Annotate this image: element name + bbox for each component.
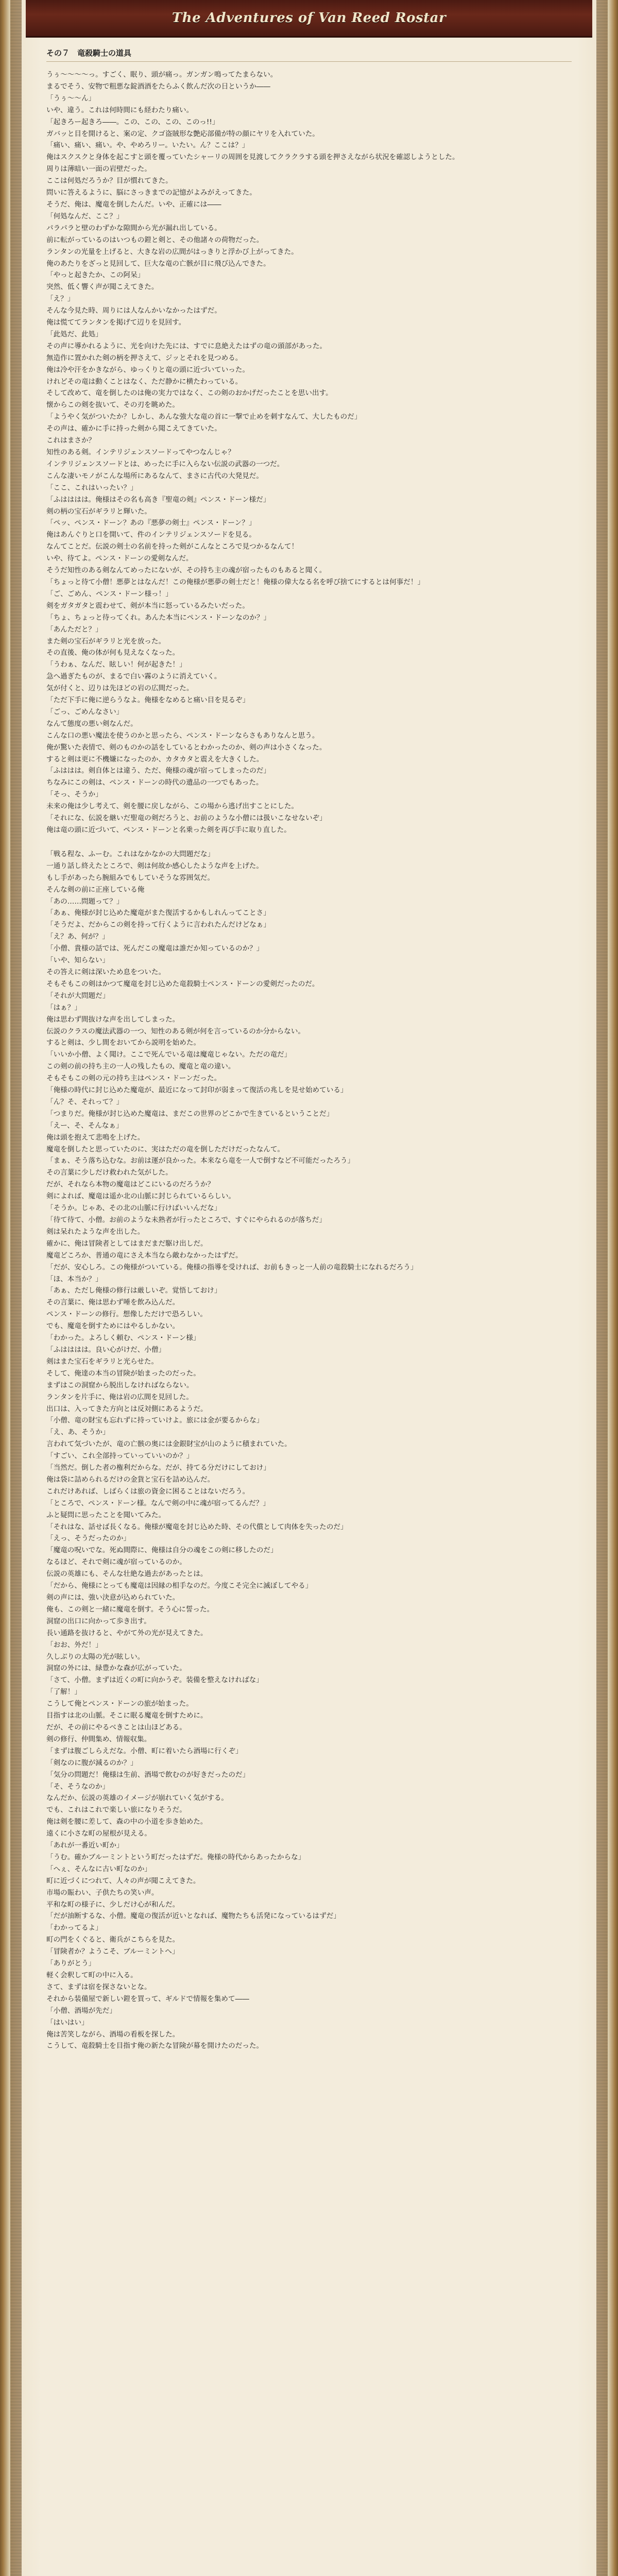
story-line: 周りは薄暗い一面の岩壁だった。 (46, 165, 151, 174)
story-line: 「魔竜の呪いでな。死ぬ間際に、俺様は自分の魂をこの剣に移したのだ」 (46, 1546, 278, 1555)
story-line: 「え？」 (46, 295, 75, 303)
story-line: 「まぁ、そう落ち込むな。お前は運が良かった。本来なら竜を一人で倒すなど不可能だったろう」 (46, 1157, 355, 1165)
story-line: 俺は思わず間抜けな声を出してしまった。 (46, 1015, 180, 1024)
story-line: 「当然だ。倒した者の権利だからな。だが、持てる分だけにしておけ」 (46, 1464, 270, 1472)
story-line: 「うわぁ、なんだ、眩しい！何が起きた！」 (46, 660, 186, 669)
story-line: 長い通路を抜けると、やがて外の光が見えてきた。 (46, 1629, 208, 1637)
story-line: 一通り話し終えたところで、剣は何故か感心したような声を上げた。 (46, 861, 263, 870)
story-line: その声は、確かに手に持った剣から聞こえてきていた。 (46, 425, 221, 433)
story-line: 剣をガタガタと震わせて、剣が本当に怒っているみたいだった。 (46, 601, 249, 610)
story-line: 「そっ、そうか」 (46, 790, 102, 799)
story-line: そもそもこの剣の元の持ち主はペンス・ドーンだった。 (46, 1074, 221, 1083)
story-line: 「起きろー起きろ――。この、この、この、このっ!!」 (46, 117, 219, 126)
story-line: まずはこの洞窟から脱出しなければならない。 (46, 1381, 194, 1389)
story-line: 「剣なのに腹が減るのか？」 (46, 1758, 138, 1767)
story-line: でも、魔竜を倒すためにはやるしかない。 (46, 1322, 180, 1331)
story-line: 剣は呆れたような声を出した。 (46, 1227, 145, 1236)
story-content (46, 47, 572, 2576)
story-line: 剣の柄の宝石がギラリと輝いた。 (46, 507, 151, 516)
story-line: 「待て待て、小僧。お前のような未熟者が行ったところで、すぐにやられるのが落ちだ」 (46, 1216, 327, 1224)
site-header-banner (26, 0, 592, 38)
story-line: 俺は苦笑しながら、酒場の看板を探した。 (46, 2030, 180, 2039)
story-line: 「えっ、そうだったのか」 (46, 1534, 131, 1543)
story-line: 遠くに小さな町の屋根が見える。 (46, 1829, 151, 1838)
story-line: すると剣は、少し間をおいてから説明を始めた。 (46, 1039, 201, 1047)
story-line: パラパラと壁のわずかな隙間から光が漏れ出している。 (46, 224, 221, 232)
story-line: 「小僧、竜の財宝も忘れずに持っていけよ。旅には金が要るからな」 (46, 1416, 264, 1425)
story-line: こんな凄いモノがこんな場所にあるなんて、まさに古代の大発見だ。 (46, 471, 263, 480)
story-line: そんな剣の前に正座している俺 (46, 885, 145, 894)
story-line: 「此処だ、此処」 (46, 330, 102, 338)
story-line: 「ちょ、ちょっと待ってくれ。あんた本当にペンス・ドーンなのか？」 (46, 613, 271, 622)
story-line: 「うぅ〜〜ん」 (46, 94, 96, 103)
story-line: 「ここ、これはいったい？」 (46, 483, 138, 492)
story-line: こうして俺とペンス・ドーンの旅が始まった。 (46, 1700, 193, 1708)
story-line: こんな口の悪い魔法を使うのかと思ったら、ペンス・ドーンならさもありなんと思う。 (46, 731, 319, 740)
story-line: 気が付くと、辺りは先ほどの岩の広間だった。 (46, 684, 194, 693)
story-line: 「それはな、話せば長くなる。俺様が魔竜を封じ込めた時、その代償として肉体を失ったのだ」 (46, 1522, 348, 1531)
story-line: 「うむ。確かブルーミントという町だったはずだ。俺様の時代からあったからな」 (46, 1853, 305, 1861)
story-line: 剣はまた宝石をギラリと光らせた。 (46, 1357, 159, 1366)
story-line: 「気分の問題だ！俺様は生前、酒場で飲むのが好きだったのだ」 (46, 1770, 250, 1779)
story-line: これはまさか？ (46, 436, 96, 445)
story-line: 「おお、外だ！」 (46, 1640, 102, 1649)
story-line: 「小僧、酒場が先だ」 (46, 2006, 116, 2015)
story-line: けれどその竜は動くことはなく、ただ静かに横たわっている。 (46, 377, 243, 386)
story-line: そんな今見た時、周りには人なんかいなかったはずだ。 (46, 307, 221, 315)
story-line: また剣の宝石がギラリと光を放った。 (46, 637, 166, 646)
story-line: そして、俺達の本当の冒険が始まったのだった。 (46, 1369, 200, 1378)
story-line: 「つまりだ。俺様が封じ込めた魔竜は、まだこの世界のどこかで生きているということだ」 (46, 1109, 334, 1118)
story-line: 「ペッ、ペンス・ドーン？あの『悪夢の剣士』ペンス・ドーン？」 (46, 519, 256, 528)
story-line: 「ごっ、ごめんなさい」 (46, 707, 124, 716)
story-line: 平和な町の様子に、少しだけ心が和んだ。 (46, 1900, 180, 1909)
story-line: 俺は竜の頭に近づいて、ペンス・ドーンと名乗った剣を再び手に取り直した。 (46, 826, 291, 834)
story-line: うぅ〜〜〜〜っ。すごく、眠り、頭が痛っ。ガンガン鳴ってたまらない。 (46, 71, 278, 79)
story-line: この剣の前の持ち主の一人の残したもの、魔竜と竜の違い。 (46, 1062, 235, 1071)
story-line: 「ふはははは。良い心がけだ、小僧」 (46, 1345, 166, 1354)
story-line: だが、それなら本物の魔竜はどこにいるのだろうか？ (46, 1180, 215, 1189)
story-line: さて、まずは宿を探さないとな。 (46, 1982, 151, 1991)
story-line: 未来の俺は少し考えて、剣を腰に戻しながら、この場から逃げ出すことにした。 (46, 802, 299, 811)
story-line: なんてことだ。伝説の剣士の名前を持った剣がこんなところで見つかるなんて！ (46, 543, 299, 551)
story-line: いや、違う。これは何時間にも経わたり痛い。 (46, 106, 194, 114)
story-line: 俺はスクスクと身体を起こすと頭を覆っていたシャーリの周囲を見渡してクラクラする頭を押さえながら状況を確認しようとした。 (46, 153, 459, 162)
story-line: 「あんただと？」 (46, 625, 102, 634)
story-line: 「わかった。よろしく頼む、ペンス・ドーン様」 (46, 1334, 200, 1343)
story-line: ガバッと目を開けると、案の定、クゴ盗賊形な艶応部備が特の顔にヤリを入れていた。 (46, 129, 319, 138)
story-line: 目指すは北の山脈。そこに眠る魔竜を倒すために。 (46, 1711, 208, 1720)
story-line: ランタンの光量を上げると、大きな岩の広間がはっきりと浮かび上がってきた。 (46, 247, 298, 256)
story-line: 「ご、ごめん、ペンス・ドーン様っ！」 (46, 589, 173, 598)
story-line: 突然、低く響く声が聞こえてきた。 (46, 283, 159, 292)
story-line: いや、待てよ。ペンス・ドーンの愛剣なんだ。 (46, 554, 193, 563)
story-line: 俺は慌ててランタンを掲げて辺りを見回す。 (46, 318, 186, 327)
right-binding-decoration (596, 0, 608, 2576)
left-binding-decoration (10, 0, 22, 2576)
story-line: 「そうだよ、だからこの剣を持って行くように言われたんだけどなぁ」 (46, 921, 270, 929)
story-section-2 (46, 849, 572, 2052)
story-line: 「ほ、本当か？」 (46, 1275, 102, 1283)
story-line: そうだ知性のある剣なんてめったにないが、その持ち主の魂が宿ったものもあると聞く。 (46, 566, 327, 575)
story-line: 剣の修行、仲間集め、情報収集。 (46, 1735, 151, 1743)
story-line: その声に導かれるように、光を向けた先には、すでに息絶えたはずの竜の頭部があった。 (46, 342, 327, 350)
story-line: 「そうか。じゃあ、その北の山脈に行けばいいんだな」 (46, 1204, 221, 1213)
story-line: 「了解！」 (46, 1688, 81, 1697)
story-line: 「あぁ、俺様が封じ込めた魔竜がまた復活するかもしれんってことさ」 (46, 909, 270, 918)
story-line: でも、これはこれで楽しい旅になりそうだ。 (46, 1806, 186, 1815)
story-line: これだけあれば、しばらくは旅の資金に困ることはないだろう。 (46, 1487, 250, 1496)
story-line: 「やっと起きたか、この阿呆」 (46, 271, 145, 280)
story-line: 確かに、俺は冒険者としてはまだまだ駆け出しだ。 (46, 1239, 208, 1248)
story-line: まるでそう、安物で粗悪な錠酒酒をたらふく飲んだ次の日というか―― (46, 82, 270, 91)
story-line: 「はぁ？」 (46, 1003, 81, 1012)
story-line: 「いいか小僧、よく聞け。ここで死んでいる竜は魔竜じゃない。ただの竜だ」 (46, 1050, 291, 1059)
story-line: なんだか、伝説の英雄のイメージが崩れていく気がする。 (46, 1794, 229, 1803)
story-line: 無造作に置かれた剣の柄を押さえて、ジッとそれを見つめる。 (46, 353, 243, 362)
story-line: ペンス・ドーンの修行。想像しただけで恐ろしい。 (46, 1310, 207, 1319)
story-line: 「俺様の時代に封じ込めた魔竜が、最近になって封印が弱まって復活の兆しを見せ始めている」 (46, 1086, 348, 1095)
story-line: インテリジェンスソードとは、めったに手に入らない伝説の武器の一つだ。 (46, 460, 284, 468)
story-line: 軽く会釈して町の中に入る。 (46, 1971, 138, 1979)
story-line: 「わかってるよ」 (46, 1924, 102, 1933)
story-line: 洞窟の外には、緑豊かな森が広がっていた。 (46, 1664, 186, 1673)
story-line: 「ふははは。剣自体とは違う、ただ、俺様の魂が宿ってしまったのだ」 (46, 767, 270, 775)
section-break (46, 836, 572, 849)
story-line: 「ただ下手に俺に逆らうなよ。俺様をなめると痛い目を見るぞ」 (46, 696, 250, 705)
story-line: 「戦る程な、ふーむ。これはなかなかの大問題だな」 (46, 850, 215, 858)
story-line: 「すごい、これ全部持っていっていいのか？」 (46, 1452, 194, 1461)
site-title[interactable]: The Adventures of Van Reed Rostar (171, 10, 447, 26)
story-line: 「さて、小僧。まずは近くの町に向かうぞ。装備を整えなければな」 (46, 1676, 263, 1685)
story-line: 洞窟の出口に向かって歩き出す。 (46, 1617, 151, 1625)
story-line: 「ちょっと待て小僧！悪夢とはなんだ！この俺様が悪夢の剣士だと！俺様の偉大なる名を呼び捨てにするとは何事だ！」 (46, 578, 425, 586)
story-line: 言われて気づいたが、竜の亡骸の奥には金銀財宝が山のように積まれていた。 (46, 1440, 291, 1449)
story-line: ちなみにこの剣は、ペンス・ドーンの時代の遺品の一つでもあった。 (46, 778, 263, 787)
story-line: その言葉に、俺は思わず唾を飲み込んだ。 (46, 1298, 180, 1307)
story-line: 俺は袋に詰められるだけの金貨と宝石を詰め込んだ。 (46, 1475, 215, 1484)
story-line: 「あの……問題って？」 (46, 897, 124, 906)
story-line: なんて態度の悪い剣なんだ。 (46, 719, 138, 728)
story-line: 俺は冷や汗をかきながら、ゆっくりと竜の頭に近づいていった。 (46, 365, 250, 374)
story-line: 市場の賑わい、子供たちの笑い声。 (46, 1888, 159, 1897)
story-line: 「あれが一番近い町か」 (46, 1841, 124, 1850)
story-line: そもそもこの剣はかつて魔竜を封じ込めた竜殺騎士ペンス・ドーンの愛剣だったのだ。 (46, 979, 319, 988)
story-line: 「まずは腹ごしらえだな。小僧、町に着いたら酒場に行くぞ」 (46, 1747, 243, 1755)
story-section-1 (46, 69, 572, 836)
story-line: 「ありがとう」 (46, 1959, 96, 1968)
story-line: 「ふはははは。俺様はその名も高き『聖竜の剣』ペンス・ドーン様だ」 (46, 495, 270, 504)
story-line: 懐からこの剣を抜いて、その刃を眺めた。 (46, 401, 180, 410)
story-line: 問いに答えるように、脳にさっきまでの記憶がよみがえってきた。 (46, 189, 256, 197)
story-line: だが、その前にやるべきことは山ほどある。 (46, 1723, 186, 1732)
story-line: 「何処なんだ、ここ？」 (46, 212, 124, 221)
story-line: 剣の声には、強い決意が込められていた。 (46, 1594, 180, 1602)
story-line: 俺は頭を抱えて悲鳴を上げた。 (46, 1133, 145, 1142)
story-line: 知性のある剣。インテリジェンスソードってやつなんじゃ？ (46, 448, 235, 456)
story-line: 「ん？そ、それって？」 (46, 1097, 124, 1106)
story-line: 「だが、安心しろ。この俺様がついている。俺様の指導を受ければ、お前もきっと一人前の竜殺騎士になれるだろう」 (46, 1263, 418, 1272)
story-line: 俺のあたりをざっと見回して、巨大な竜の亡骸が目に飛び込んできた。 (46, 259, 270, 268)
story-line: 「え？あ、何が？」 (46, 933, 109, 941)
story-line: 俺は剣を腰に差して、森の中の小道を歩き始めた。 (46, 1818, 208, 1826)
story-line: 「へぇ、そんなに古い町なのか」 (46, 1865, 151, 1873)
story-line: もし手があったら腕組みでもしていそうな雰囲気だ。 (46, 873, 215, 882)
chapter-title: その７ 竜殺騎士の道具 (46, 47, 572, 62)
story-line: その言葉に少しだけ救われた気がした。 (46, 1168, 173, 1177)
story-line: それから装備屋で新しい鎧を買って、ギルドで情報を集めて―― (46, 1994, 249, 2003)
story-line: 「痛い、痛い、痛い。や、やめろリー。いたい。ん？ここは？」 (46, 141, 249, 150)
story-line: 久しぶりの太陽の光が眩しい。 (46, 1652, 145, 1661)
story-line: 「そ、そうなのか」 (46, 1782, 110, 1791)
story-line: 「それにな、伝説を継いだ聖竜の剣だろうと、お前のような小僧には扱いこなせないぞ」 (46, 814, 327, 823)
story-line: なるほど、それで剣に魂が宿っているのか。 (46, 1558, 186, 1567)
story-line: 「えー、そ、そんなぁ」 (46, 1121, 123, 1130)
story-line: 「え、あ、そうか」 (46, 1428, 110, 1437)
story-line: すると剣は更に不機嫌になったのか、カタカタと震えを大きくした。 (46, 755, 264, 764)
story-line: 伝説の英雄にも、そんな壮絶な過去があったとは。 (46, 1570, 208, 1579)
story-line: 町に近づくにつれて、人々の声が聞こえてきた。 (46, 1876, 200, 1885)
story-line: 「はいはい」 (46, 2018, 89, 2027)
story-line: その答えに剣は深いため息をついた。 (46, 968, 166, 976)
story-line: そうだ、俺は、魔竜を倒したんだ。いや、正確には―― (46, 200, 221, 209)
story-line: 「あぁ、ただし俺様の修行は厳しいぞ。覚悟しておけ」 (46, 1286, 221, 1295)
story-line: 「小僧、貴様の話では、死んだこの魔竜は誰だか知っているのか？」 (46, 944, 264, 953)
story-line: ふと疑問に思ったことを聞いてみた。 (46, 1511, 166, 1519)
story-line: その直後、俺の体が何も見えなくなった。 (46, 649, 180, 657)
story-line: そして改めて、竜を倒したのは俺の実力ではなく、この剣のおかげだったことを思い出す。 (46, 389, 333, 398)
story-line: 剣によれば、魔竜は遥か北の山脈に封じられているらしい。 (46, 1192, 236, 1201)
story-line: ここは何処だろうか？目が慣れてきた。 (46, 177, 173, 185)
story-line: 魔竜どころか、普通の竜にさえ本当なら敵わなかったはずだ。 (46, 1251, 243, 1260)
story-line: こうして、竜殺騎士を目指す俺の新たな冒険が幕を開けたのだった。 (46, 2042, 264, 2050)
story-line: 町の門をくぐると、衛兵がこちらを見た。 (46, 1936, 180, 1944)
story-line: 「だが油断するな、小僧。魔竜の復活が近いとなれば、魔物たちも活発になっているはずだ」 (46, 1912, 340, 1921)
story-line: 「ようやく気がついたか？しかし、あんな強大な竜の首に一撃で止めを刺すなんて、大したものだ」 (46, 413, 362, 421)
story-line: 伝説のクラスの魔法武器の一つ、知性のある剣が何を言っているのか分からない。 (46, 1027, 305, 1036)
story-line: 前に転がっているのはいつもの鎧と剣と、その他諸々の荷物だった。 (46, 235, 264, 244)
story-line: 「それが大問題だ」 (46, 991, 110, 1000)
story-line: 俺はあんぐりと口を開いて、件のインテリジェンスソードを見る。 (46, 531, 256, 539)
story-line: 俺が驚いた表情で、剣のものかの話をしているとわかったのか、剣の声は小さくなった。 (46, 743, 327, 752)
story-line: 「だから、俺様にとっても魔竜は因縁の相手なのだ。今度こそ完全に滅ぼしてやる」 (46, 1582, 313, 1590)
story-line: ランタンを片手に、俺は岩の広間を見回した。 (46, 1393, 193, 1401)
story-line: 魔竜を倒したと思っていたのに、実はただの竜を倒しただけだったなんて。 (46, 1145, 284, 1154)
story-line: 「冒険者か？ようこそ、ブルーミントへ」 (46, 1947, 179, 1956)
story-line: 急へ過ぎたものが、まるで白い霧のように消えていく。 (46, 672, 221, 681)
story-line: 「いや、知らない」 (46, 956, 110, 965)
story-line: 俺も、この剣と一緒に魔竜を倒す。そう心に誓った。 (46, 1605, 214, 1614)
story-line: 出口は、入ってきた方向とは反対側にあるようだ。 (46, 1404, 208, 1413)
story-line: 「ところで、ペンス・ドーン様。なんで剣の中に魂が宿ってるんだ？」 (46, 1499, 270, 1507)
